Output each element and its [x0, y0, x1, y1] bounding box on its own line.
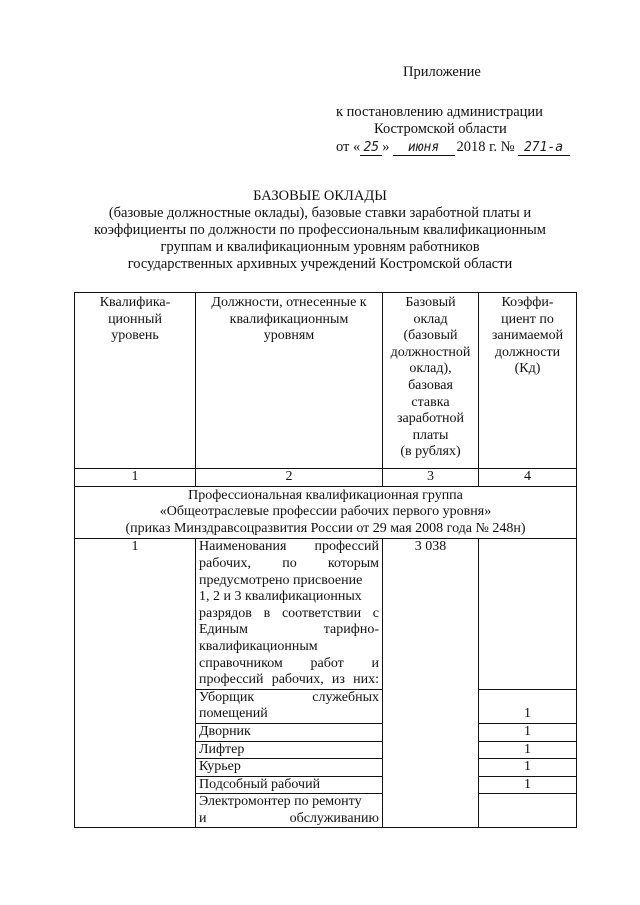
- text-line: Наименования профессий: [199, 539, 379, 555]
- title-line-5: государственных архивных учреждений Костромской области: [127, 256, 513, 272]
- text-line: 1, 2 и 3 квалификационных: [199, 589, 362, 605]
- group-title: Профессиональная квалификационная группа «Общеотраслевые профессии рабочих первого уровня» (приказ Минздравсоцразвития России от 29 мая 2008 года № 248н): [75, 486, 577, 539]
- coefficient-empty: [479, 794, 577, 828]
- column-number: 2: [196, 469, 383, 487]
- qualification-level: 1: [75, 539, 196, 828]
- column-number: 4: [479, 469, 577, 487]
- date-month: июня: [393, 140, 455, 156]
- column-number-row: [75, 469, 577, 487]
- table-row: [75, 539, 577, 689]
- header-base-salary: Базовый оклад (базовый должностной оклад), базовая ставка заработной платы (в рублях): [383, 293, 479, 469]
- coefficient: 1: [479, 689, 577, 723]
- date-year: 2018 г. №: [456, 139, 515, 155]
- title-line-2: (базовые должностные оклады), базовые ставки заработной платы и: [108, 205, 532, 221]
- date-day: 25: [360, 140, 382, 156]
- position-name: [196, 689, 383, 723]
- title-line-3: коэффициенты по должности по профессиональным квалификационным: [94, 222, 546, 238]
- group-title-row: [75, 486, 577, 539]
- position-name: Дворник: [196, 723, 383, 741]
- position-name: Курьер: [196, 759, 383, 777]
- header-coefficient: Коэффи- циент по занимаемой должности (Кд): [479, 293, 577, 469]
- table-header-row: [75, 293, 577, 469]
- text-line: помещений: [199, 706, 268, 722]
- document-title: [60, 188, 580, 273]
- title-line-4: группам и квалификационным уровням работников: [160, 239, 480, 255]
- text-line: предусмотрено присвоение: [199, 572, 363, 588]
- base-salary: 3 038: [383, 539, 479, 828]
- text-line: профессий рабочих, из них:: [199, 672, 379, 688]
- coefficient-empty: [479, 539, 577, 689]
- coefficient: 1: [479, 723, 577, 741]
- intro-text: [196, 539, 383, 689]
- position-name: Подсобный рабочий: [196, 776, 383, 794]
- text-line: Единым тарифно-: [199, 622, 379, 638]
- text-line: Уборщик служебных: [199, 689, 379, 705]
- text-line: и обслуживанию: [199, 810, 379, 826]
- region-label: Костромской области: [374, 121, 507, 137]
- text-line: разрядов в соответствии с: [199, 605, 379, 621]
- text-line: справочником работ и: [199, 655, 379, 671]
- column-number: 1: [75, 469, 196, 487]
- coefficient: 1: [479, 776, 577, 794]
- resolution-label: к постановлению администрации: [336, 104, 543, 120]
- text-line: квалификационным: [199, 638, 318, 654]
- salary-table: [74, 292, 577, 828]
- coefficient: 1: [479, 741, 577, 759]
- appendix-label: Приложение: [403, 64, 481, 80]
- text-line: рабочих, по которым: [199, 555, 379, 571]
- date-line: [336, 139, 570, 156]
- date-quote-close: »: [382, 139, 390, 155]
- coefficient: 1: [479, 759, 577, 777]
- document-number: 271-а: [518, 140, 570, 156]
- position-name: [196, 794, 383, 828]
- column-number: 3: [383, 469, 479, 487]
- header-positions: Должности, отнесенные к квалификационным уровням: [196, 293, 383, 469]
- text-line: Электромонтер по ремонту: [199, 794, 362, 810]
- position-name: Лифтер: [196, 741, 383, 759]
- header-qualification-level: Квалифика- ционный уровень: [75, 293, 196, 469]
- date-prefix: от «: [336, 139, 361, 155]
- title-line-1: БАЗОВЫЕ ОКЛАДЫ: [253, 188, 387, 204]
